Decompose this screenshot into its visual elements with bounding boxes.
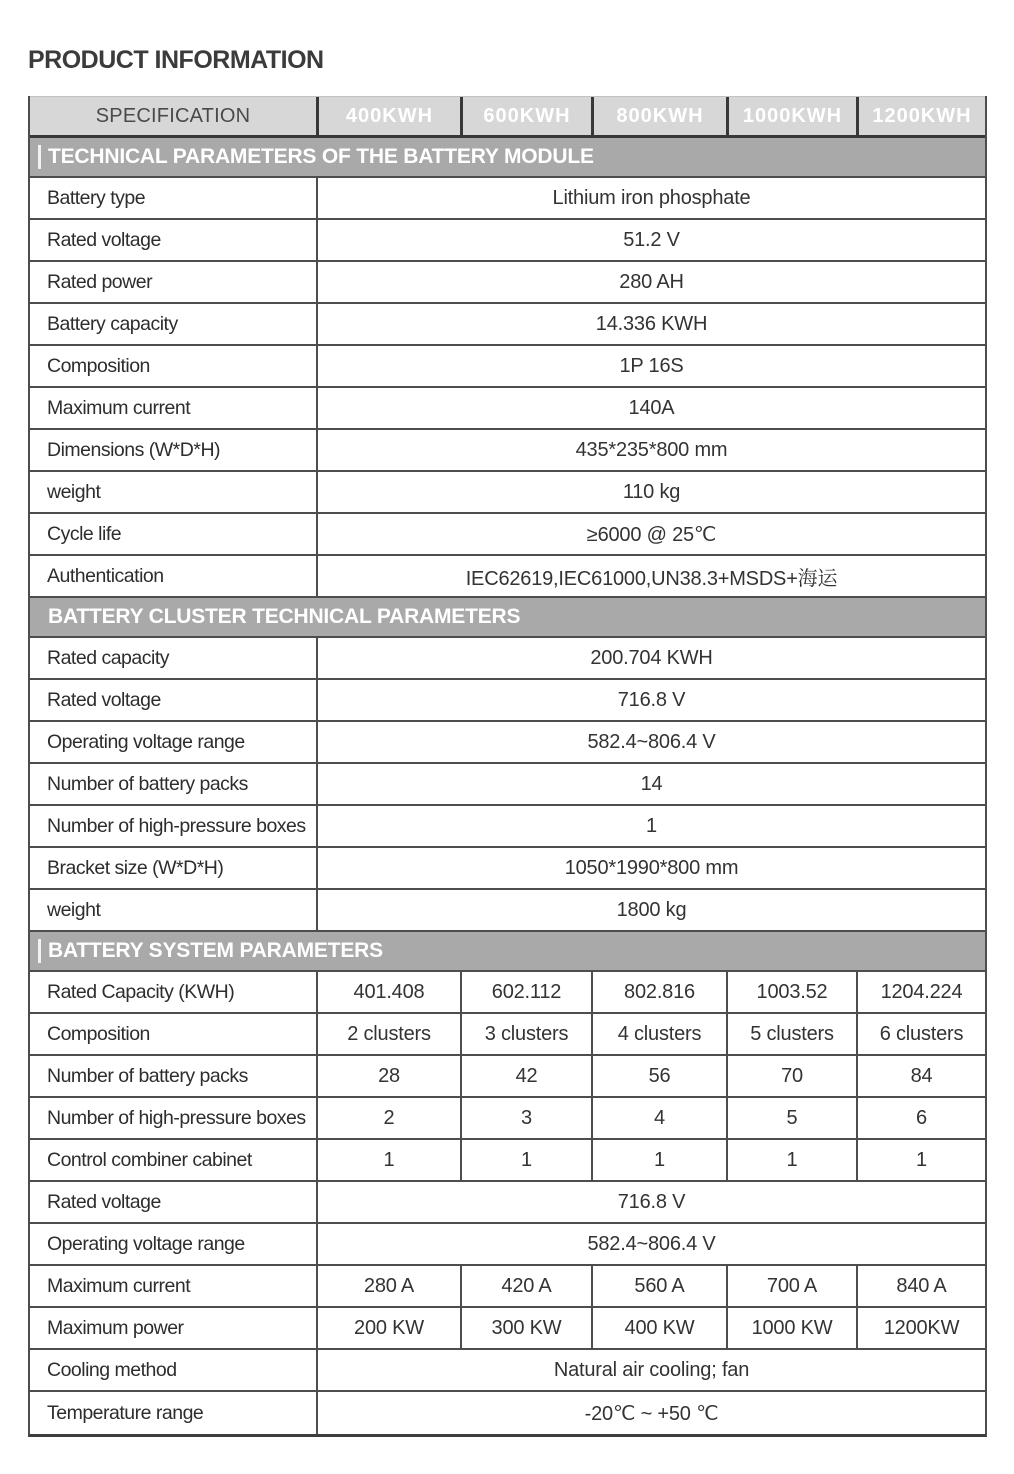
page-title: PRODUCT INFORMATION bbox=[28, 46, 324, 74]
row-label: Number of battery packs bbox=[47, 772, 248, 795]
row-label: Number of high-pressure boxes bbox=[47, 1106, 306, 1129]
row-value-cell: 300 KW bbox=[460, 1308, 591, 1348]
table-row-maximum-power bbox=[30, 1308, 985, 1350]
row-value: 14 bbox=[316, 764, 985, 804]
column-header-1000kwh: 1000KWH bbox=[726, 97, 856, 135]
row-value: 140A bbox=[316, 388, 985, 428]
row-value-cell: 420 A bbox=[460, 1266, 591, 1306]
table-row-system-rated-voltage bbox=[30, 1182, 985, 1224]
section-title: TECHNICAL PARAMETERS OF THE BATTERY MODULE bbox=[48, 145, 594, 168]
row-value-cell: 70 bbox=[726, 1056, 856, 1096]
row-label: Maximum current bbox=[47, 1274, 191, 1297]
row-value-cell: 6 clusters bbox=[856, 1014, 985, 1054]
row-label: Number of high-pressure boxes bbox=[47, 814, 306, 837]
row-value-cell: 1 bbox=[460, 1140, 591, 1180]
table-row-cluster-rated-voltage bbox=[30, 680, 985, 722]
table-row-bracket-size bbox=[30, 848, 985, 890]
section-bar-notch bbox=[38, 939, 41, 963]
row-value: Lithium iron phosphate bbox=[316, 178, 985, 218]
section-header-battery-system bbox=[30, 932, 985, 972]
row-label: Rated capacity bbox=[47, 646, 169, 669]
row-value-cell: 3 clusters bbox=[460, 1014, 591, 1054]
table-row-cluster-voltage-range bbox=[30, 722, 985, 764]
row-label: Temperature range bbox=[47, 1401, 204, 1424]
row-value: 14.336 KWH bbox=[316, 304, 985, 344]
row-label: weight bbox=[47, 480, 101, 503]
row-label: Rated Capacity (KWH) bbox=[47, 980, 235, 1003]
section-bar-notch bbox=[38, 145, 41, 169]
table-header-row bbox=[30, 96, 985, 138]
row-label: Dimensions (W*D*H) bbox=[47, 438, 221, 461]
row-value-cell: 2 clusters bbox=[316, 1014, 460, 1054]
column-header-1200kwh: 1200KWH bbox=[856, 97, 985, 135]
row-value: 1P 16S bbox=[316, 346, 985, 386]
table-row-control-combiner-cabinet bbox=[30, 1140, 985, 1182]
row-label: Composition bbox=[47, 1022, 150, 1045]
row-value: IEC62619,IEC61000,UN38.3+MSDS+海运 bbox=[316, 556, 985, 596]
table-row-system-battery-packs bbox=[30, 1056, 985, 1098]
row-value-cell: 602.112 bbox=[460, 972, 591, 1012]
table-row-system-maximum-current bbox=[30, 1266, 985, 1308]
row-value-cell: 1 bbox=[591, 1140, 726, 1180]
row-value: 1050*1990*800 mm bbox=[316, 848, 985, 888]
row-label: Authentication bbox=[47, 564, 164, 587]
column-header-600kwh: 600KWH bbox=[460, 97, 591, 135]
table-row-system-rated-capacity bbox=[30, 972, 985, 1014]
section-title: BATTERY CLUSTER TECHNICAL PARAMETERS bbox=[48, 605, 521, 628]
row-value-cell: 2 bbox=[316, 1098, 460, 1138]
row-label: Battery type bbox=[47, 186, 146, 209]
row-label: Rated voltage bbox=[47, 228, 161, 251]
table-row-temperature-range bbox=[30, 1392, 985, 1434]
table-row-dimensions bbox=[30, 430, 985, 472]
section-header-battery-cluster bbox=[30, 598, 985, 638]
table-row-cluster-weight bbox=[30, 890, 985, 932]
row-label: Composition bbox=[47, 354, 150, 377]
row-label: Operating voltage range bbox=[47, 1232, 245, 1255]
row-value: 1 bbox=[316, 806, 985, 846]
row-value: -20℃ ~ +50 ℃ bbox=[316, 1392, 985, 1434]
row-value-cell: 1000 KW bbox=[726, 1308, 856, 1348]
row-value-cell: 42 bbox=[460, 1056, 591, 1096]
row-label: Rated power bbox=[47, 270, 153, 293]
row-label: Maximum current bbox=[47, 396, 191, 419]
row-label: Cycle life bbox=[47, 522, 122, 545]
row-value-cell: 6 bbox=[856, 1098, 985, 1138]
row-value: 582.4~806.4 V bbox=[316, 722, 985, 762]
row-value-cell: 280 A bbox=[316, 1266, 460, 1306]
spec-header-cell: SPECIFICATION bbox=[30, 97, 316, 135]
table-row-system-hp-boxes bbox=[30, 1098, 985, 1140]
table-row-maximum-current bbox=[30, 388, 985, 430]
table-row-rated-power bbox=[30, 262, 985, 304]
table-row-cluster-rated-capacity bbox=[30, 638, 985, 680]
row-value: 1800 kg bbox=[316, 890, 985, 930]
row-label: Maximum power bbox=[47, 1316, 184, 1339]
row-value-cell: 3 bbox=[460, 1098, 591, 1138]
row-label: Rated voltage bbox=[47, 688, 161, 711]
table-row-battery-capacity bbox=[30, 304, 985, 346]
section-title: BATTERY SYSTEM PARAMETERS bbox=[48, 939, 383, 962]
table-row-system-composition bbox=[30, 1014, 985, 1056]
row-label: Rated voltage bbox=[47, 1190, 161, 1213]
table-row-rated-voltage bbox=[30, 220, 985, 262]
table-row-cluster-battery-packs bbox=[30, 764, 985, 806]
row-value: 716.8 V bbox=[316, 680, 985, 720]
spec-table bbox=[28, 96, 987, 1437]
row-value-cell: 200 KW bbox=[316, 1308, 460, 1348]
table-row-cycle-life bbox=[30, 514, 985, 556]
row-value-cell: 1 bbox=[316, 1140, 460, 1180]
row-value-cell: 401.408 bbox=[316, 972, 460, 1012]
row-value-cell: 56 bbox=[591, 1056, 726, 1096]
table-row-battery-type bbox=[30, 178, 985, 220]
row-value: 51.2 V bbox=[316, 220, 985, 260]
table-row-module-weight bbox=[30, 472, 985, 514]
row-label: Cooling method bbox=[47, 1358, 177, 1381]
row-label: Control combiner cabinet bbox=[47, 1148, 252, 1171]
row-value-cell: 1204.224 bbox=[856, 972, 985, 1012]
row-value-cell: 840 A bbox=[856, 1266, 985, 1306]
column-header-800kwh: 800KWH bbox=[591, 97, 726, 135]
row-label: Battery capacity bbox=[47, 312, 178, 335]
row-value-cell: 84 bbox=[856, 1056, 985, 1096]
table-row-cluster-hp-boxes bbox=[30, 806, 985, 848]
row-value: 110 kg bbox=[316, 472, 985, 512]
row-value-cell: 4 bbox=[591, 1098, 726, 1138]
section-header-battery-module bbox=[30, 138, 985, 178]
row-value-cell: 1003.52 bbox=[726, 972, 856, 1012]
row-label: Operating voltage range bbox=[47, 730, 245, 753]
row-label: Number of battery packs bbox=[47, 1064, 248, 1087]
row-value-cell: 400 KW bbox=[591, 1308, 726, 1348]
row-value-cell: 1 bbox=[856, 1140, 985, 1180]
row-label: weight bbox=[47, 898, 101, 921]
row-value-cell: 802.816 bbox=[591, 972, 726, 1012]
row-value-cell: 700 A bbox=[726, 1266, 856, 1306]
row-value: ≥6000 @ 25℃ bbox=[316, 514, 985, 554]
row-value-cell: 5 bbox=[726, 1098, 856, 1138]
row-value-cell: 5 clusters bbox=[726, 1014, 856, 1054]
row-value: 582.4~806.4 V bbox=[316, 1224, 985, 1264]
row-value: 435*235*800 mm bbox=[316, 430, 985, 470]
column-header-400kwh: 400KWH bbox=[316, 97, 460, 135]
table-row-authentication bbox=[30, 556, 985, 598]
table-row-composition bbox=[30, 346, 985, 388]
row-value-cell: 560 A bbox=[591, 1266, 726, 1306]
row-value: 280 AH bbox=[316, 262, 985, 302]
table-row-system-voltage-range bbox=[30, 1224, 985, 1266]
row-value: Natural air cooling; fan bbox=[316, 1350, 985, 1390]
row-value-cell: 28 bbox=[316, 1056, 460, 1096]
row-value-cell: 4 clusters bbox=[591, 1014, 726, 1054]
row-value: 716.8 V bbox=[316, 1182, 985, 1222]
row-value-cell: 1 bbox=[726, 1140, 856, 1180]
row-value: 200.704 KWH bbox=[316, 638, 985, 678]
row-value-cell: 1200KW bbox=[856, 1308, 985, 1348]
table-row-cooling-method bbox=[30, 1350, 985, 1392]
row-label: Bracket size (W*D*H) bbox=[47, 856, 224, 879]
